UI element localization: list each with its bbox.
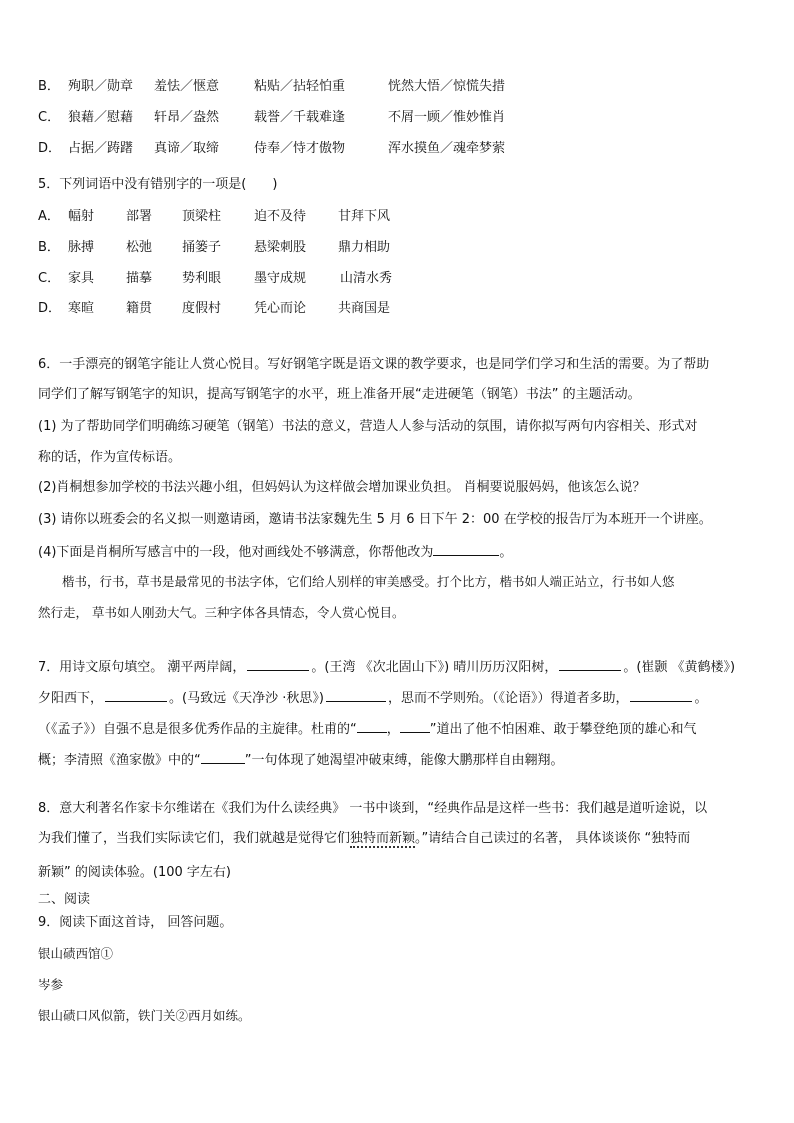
- q7-line1: [38, 657, 735, 677]
- emphasis-text: 独特而新颖: [350, 831, 416, 846]
- answer-blank[interactable]: [201, 750, 245, 764]
- option-word: 籍贯: [126, 301, 153, 316]
- option-word: 鼎力相助: [338, 240, 391, 255]
- q7-text: 夕阳西下，: [38, 691, 104, 706]
- option-word: 共商国是: [338, 301, 391, 316]
- section-heading: 二、阅读: [38, 892, 91, 907]
- option-word: 不屑一顾／惟妙惟肖: [388, 110, 506, 125]
- option-word: 凭心而论: [254, 301, 307, 316]
- q6-sub2: (2)肖桐想参加学校的书法兴趣小组，但妈妈认为这样做会增加课业负担。 肖桐要说服妈妈，他该怎么说？: [38, 480, 646, 495]
- q7-line4: [38, 750, 564, 770]
- answer-blank[interactable]: [400, 719, 430, 733]
- option-word: 甘拜下风: [338, 209, 391, 224]
- q6-sub4-text: (4)下面是肖桐所写感言中的一段，他对画线处不够满意，你帮他改为: [38, 545, 434, 560]
- option-word: 恍然大悟／惊慌失措: [388, 79, 506, 94]
- option-word: 轩昂／盎然: [154, 110, 220, 125]
- q6-passage-line2: 然行走， 草书如人刚劲大气。三种字体各具情态，令人赏心悦目。: [38, 605, 405, 620]
- q7-text: 。(崔颢 《黄鹤楼》): [623, 660, 736, 675]
- option-word: 墨守成规: [254, 271, 307, 286]
- option-label: C．: [38, 110, 61, 125]
- q8-line2: [38, 830, 690, 848]
- option-word: 殉职／勋章: [68, 79, 134, 94]
- q5-option-b: [38, 239, 390, 257]
- q7-text: ”一句体现了她渴望冲破束缚，能像大鹏那样自由翱翔。: [244, 753, 564, 768]
- q7-text: 。(王湾 《次北固山下》) 晴川历历汉阳树，: [311, 660, 558, 675]
- q7-text: 。: [694, 691, 708, 706]
- q7-text: ，思而不学则殆。（《论语》）得道者多助，: [387, 691, 629, 706]
- option-label: B．: [38, 79, 60, 94]
- option-label: C．: [38, 271, 61, 286]
- q6-intro-line1: 6．一手漂亮的钢笔字能让人赏心悦目。写好钢笔字既是语文课的教学要求，也是同学们学习和生活的需要。为了帮助: [38, 357, 710, 372]
- option-word: 侍奉／恃才傲物: [254, 141, 346, 156]
- q6-sub4-end: 。: [499, 545, 513, 560]
- option-word: 松弛: [126, 240, 153, 255]
- q7-text: 概；李清照《渔家傲》中的“: [38, 753, 201, 768]
- q8-text: 为我们懂了，当我们实际读它们，我们就越是觉得它们: [38, 831, 351, 846]
- option-word: 真谛／取缔: [154, 141, 220, 156]
- q6-intro-line2: 同学们了解写钢笔字的知识，提高写钢笔字的水平，班上准备开展“走进硬笔（钢笔）书法” 的主题活动。: [38, 387, 641, 402]
- option-word: 势利眼: [182, 271, 222, 286]
- answer-blank[interactable]: [559, 657, 621, 671]
- option-label: B．: [38, 240, 60, 255]
- option-word: 迫不及待: [254, 209, 307, 224]
- q5-option-a: [38, 208, 390, 226]
- poem-title: 银山碛西馆①: [38, 946, 114, 961]
- q8-line1: 8．意大利著名作家卡尔维诺在《我们为什么读经典》 一书中谈到，“经典作品是这样一些书：我们越是道听途说，以: [38, 801, 708, 816]
- answer-blank[interactable]: [433, 542, 499, 556]
- q6-sub3: (3) 请你以班委会的名义拟一则邀请函，邀请书法家魏先生 5 月 6 日下午 2：00 在学校的报告厅为本班开一个讲座。: [38, 512, 712, 527]
- option-word: 度假村: [182, 301, 222, 316]
- q6-passage-line1: 楷书，行书，草书是最常见的书法字体，它们给人别样的审美感受。打个比方，楷书如人端正站立，行书如人悠: [62, 574, 675, 589]
- q9-stem: 9．阅读下面这首诗， 回答问题。: [38, 915, 233, 930]
- q7-text: 。(马致远《天净沙 ·秋思》): [169, 691, 324, 706]
- option-word: 狼藉／慰藉: [68, 110, 134, 125]
- q5-option-c: [38, 270, 392, 288]
- q4-option-c: [38, 109, 505, 127]
- q7-text: 7．用诗文原句填空。 潮平两岸阔，: [38, 660, 246, 675]
- answer-blank[interactable]: [630, 688, 692, 702]
- option-word: 脉搏: [68, 240, 95, 255]
- option-label: A．: [38, 209, 60, 224]
- option-word: 粘贴／拈轻怕重: [254, 79, 346, 94]
- q8-line3: 新颖” 的阅读体验。(100 字左右): [38, 865, 231, 880]
- answer-blank[interactable]: [357, 719, 387, 733]
- answer-blank[interactable]: [326, 688, 386, 702]
- option-word: 部署: [126, 209, 153, 224]
- option-word: 捅篓子: [182, 240, 222, 255]
- q4-option-b: [38, 78, 505, 96]
- option-word: 寒暄: [68, 301, 95, 316]
- poem-line1: 银山碛口风似箭，铁门关②西月如练。: [38, 1008, 251, 1023]
- q7-text: ”道出了他不怕困难、敢于攀登绝顶的雄心和气: [429, 722, 697, 737]
- q8-text: 。”请结合自己读过的名著， 具体谈谈你 “独特而: [415, 831, 691, 846]
- q7-text: （《孟子》）自强不息是很多优秀作品的主旋律。杜甫的“: [38, 722, 357, 737]
- option-word: 山清水秀: [340, 271, 393, 286]
- answer-blank[interactable]: [247, 657, 309, 671]
- q5-option-d: [38, 300, 390, 318]
- q7-line3: [38, 719, 697, 739]
- q6-sub1-line1: (1) 为了帮助同学们明确练习硬笔（钢笔）书法的意义，营造人人参与活动的氛围，请你拟写两句内容相关、形式对: [38, 419, 698, 434]
- q6-sub4: [38, 542, 512, 562]
- option-word: 顶梁柱: [182, 209, 222, 224]
- option-label: D．: [38, 301, 62, 316]
- q5-stem: 5．下列词语中没有错别字的一项是( ): [38, 177, 278, 192]
- q7-text: ，: [386, 722, 400, 737]
- option-word: 悬梁刺股: [254, 240, 307, 255]
- q6-sub1-line2: 称的话，作为宣传标语。: [38, 450, 182, 465]
- option-word: 家具: [68, 271, 95, 286]
- option-word: 描摹: [126, 271, 153, 286]
- option-word: 浑水摸鱼／魂牵梦萦: [388, 141, 506, 156]
- q4-option-d: [38, 140, 505, 158]
- option-word: 占据／踌躇: [68, 141, 134, 156]
- option-word: 羞怯／惬意: [154, 79, 220, 94]
- option-word: 幅射: [68, 209, 95, 224]
- q7-line2: [38, 688, 707, 708]
- option-word: 载誉／千载难逢: [254, 110, 346, 125]
- option-label: D．: [38, 141, 62, 156]
- answer-blank[interactable]: [105, 688, 167, 702]
- poem-author: 岑参: [38, 977, 64, 992]
